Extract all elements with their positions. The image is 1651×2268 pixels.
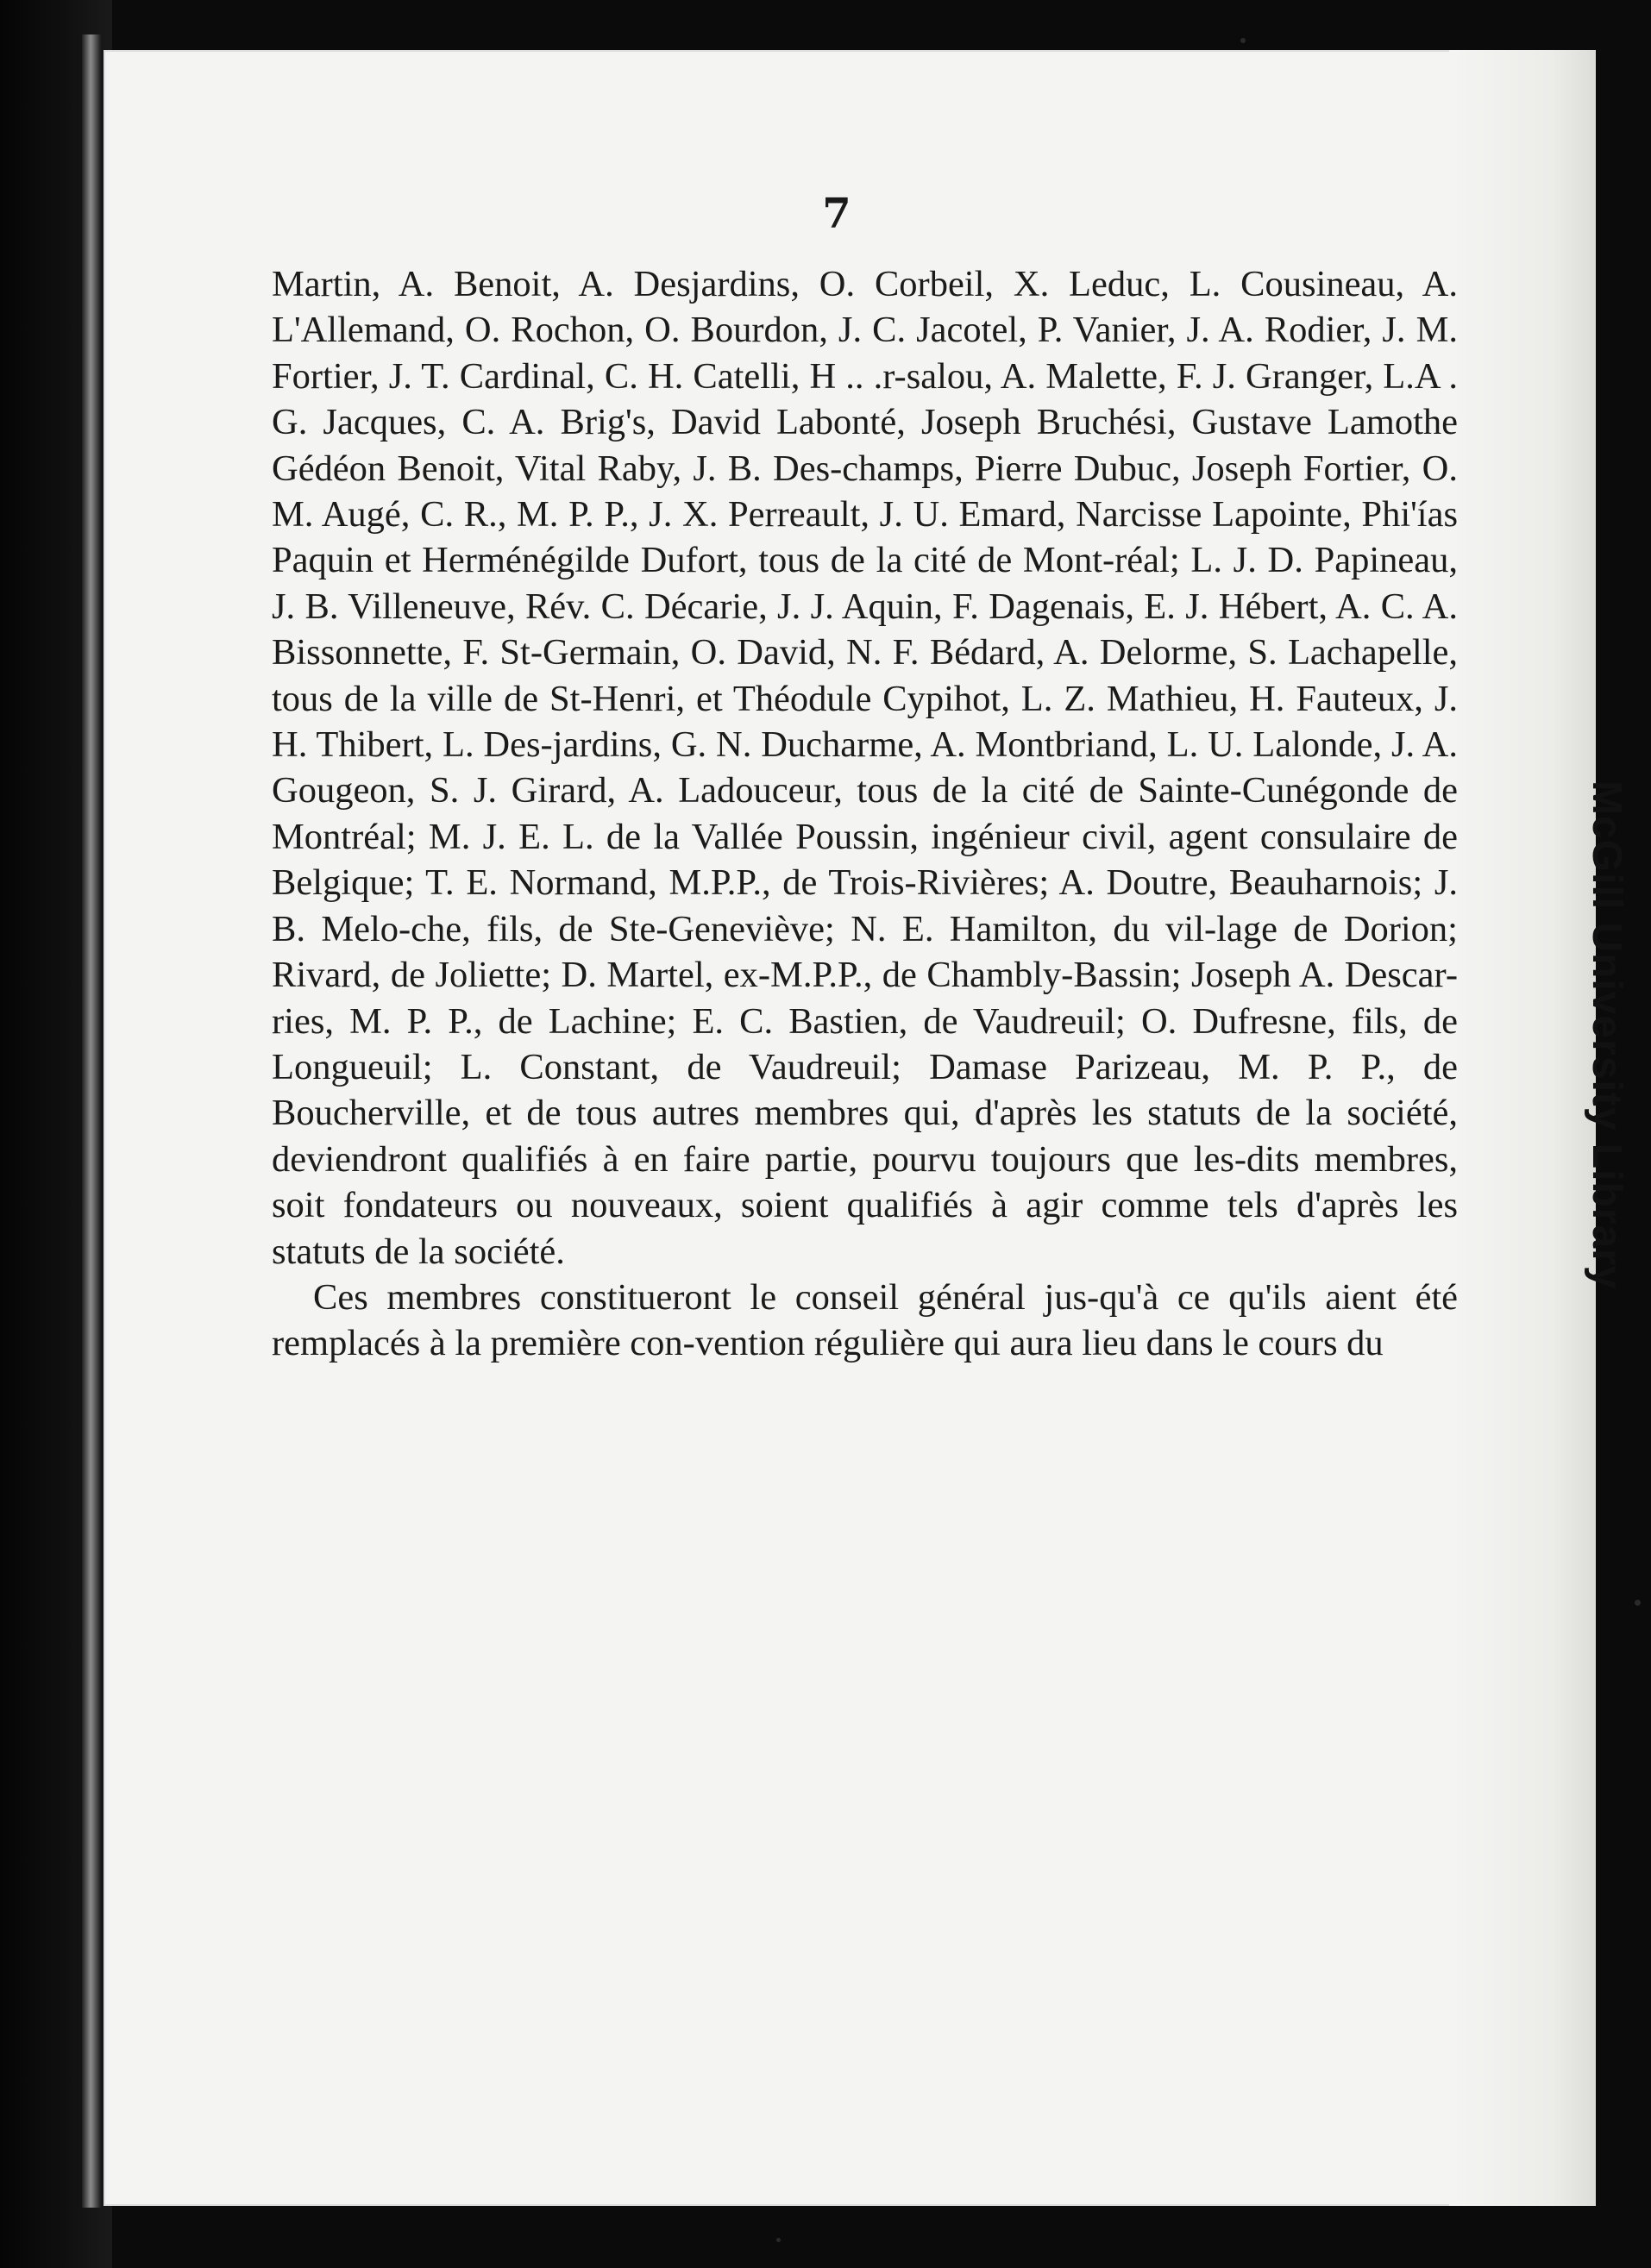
page-edge-shading (1449, 50, 1596, 2206)
watermark-text: McGill University Library (1584, 780, 1629, 1290)
page-number: 7 (822, 190, 851, 238)
book-spine-edge (82, 34, 101, 2208)
paragraph-members-list: Martin, A. Benoit, A. Desjardins, O. Corbeil, X. Leduc, L. Cousineau, A. L'Allemand, O. Rochon, O. Bourdon, J. C. Jacotel, P. Vanier, J. A. Rodier, J. M. Fortier, J. T. Cardinal, C. H. Catelli, H .. .r-salou, A. Malette, F. J. Granger, L.A . G. Jacques, C. A. Brig's, David Labonté, Joseph Bruchési, Gustave Lamothe Gédéon Benoit, Vital Raby, J. B. Des-champs, Pierre Dubuc, Joseph Fortier, O. M. Augé, C. R., M. P. P., J. X. Perreault, J. U. Emard, Narcisse Lapointe, Phi'ías Paquin et Herménégilde Dufort, tous de la cité de Mont-réal; L. J. D. Papineau, J. B. Villeneuve, Rév. C. Décarie, J. J. Aquin, F. Dagenais, E. J. Hébert, A. C. A. Bissonnette, F. St-Germain, O. David, N. F. Bédard, A. Delorme, S. Lachapelle, tous de la ville de St-Henri, et Théodule Cypihot, L. Z. Mathieu, H. Fauteux, J. H. Thibert, L. Des-jardins, G. N. Ducharme, A. Montbriand, L. U. Lalonde, J. A. Gougeon, S. J. Girard, A. Ladouceur, tous de la cité de Sainte-Cunégonde de Montréal; M. J. E. L. de la Vallée Poussin, ingénieur civil, agent consulaire de Belgique; T. E. Normand, M.P.P., de Trois-Rivières; A. Doutre, Beauharnois; J. B. Melo-che, fils, de Ste-Geneviève; N. E. Hamilton, du vil-lage de Dorion; Rivard, de Joliette; D. Martel, ex-M.P.P., de Chambly-Bassin; Joseph A. Descar-ries, M. P. P., de Lachine; E. C. Bastien, de Vaudreuil; O. Dufresne, fils, de Longueuil; L. Constant, de Vaudreuil; Damase Parizeau, M. P. P., de Boucherville, et de tous autres membres qui, d'après les statuts de la société, deviendront qualifiés à en faire partie, pourvu toujours que les-dits membres, soit fondateurs ou nouveaux, soient qualifiés à agir comme tels d'après les statuts de la société. (272, 264, 1458, 1272)
film-speck (1240, 38, 1246, 43)
library-watermark (1585, 780, 1641, 1436)
book-page (104, 50, 1596, 2206)
film-speck (1635, 1600, 1641, 1606)
body-text (272, 261, 1458, 1367)
film-speck (776, 2238, 781, 2242)
paragraph-general-council: Ces membres constitueront le conseil général jus-qu'à ce qu'ils aient été remplacés à la première con-vention régulière qui aura lieu dans le cours du (272, 1276, 1458, 1364)
